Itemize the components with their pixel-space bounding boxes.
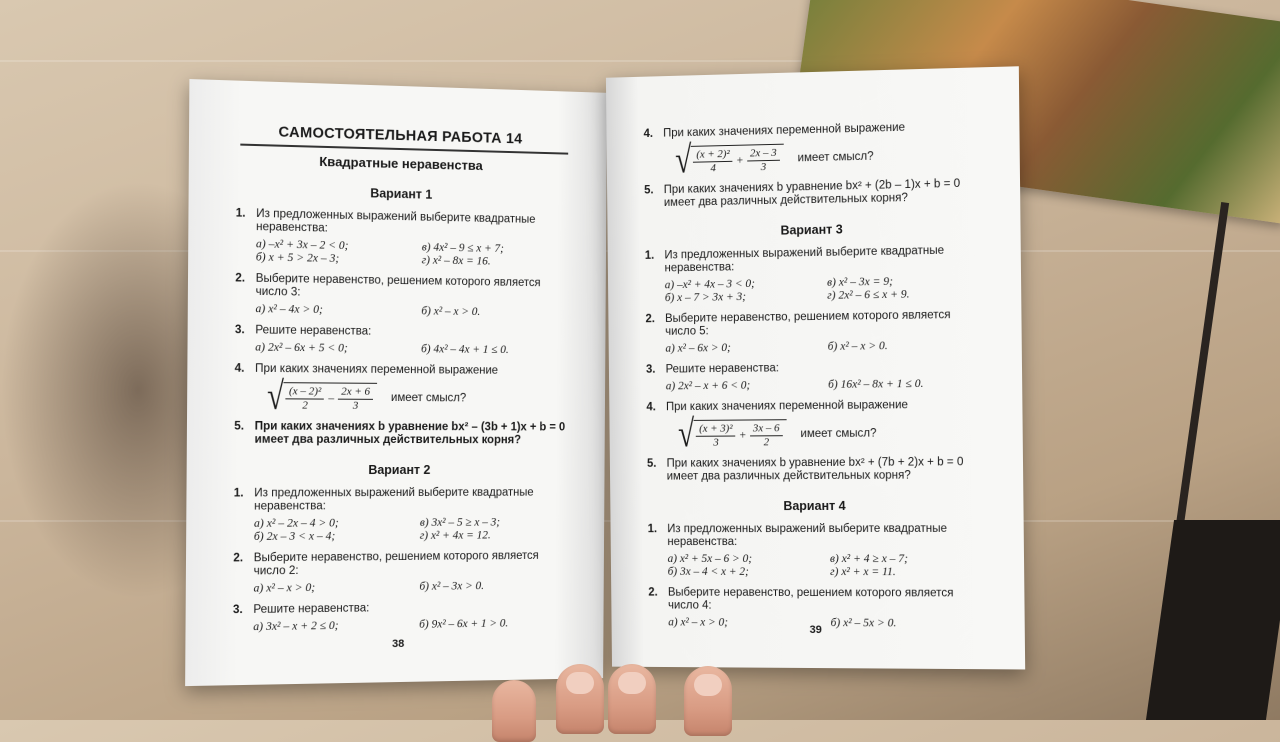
- option: б) 3x – 4 < x + 2;: [667, 565, 749, 578]
- task-number: 1.: [233, 487, 244, 500]
- expression-tail: имеет смысл?: [800, 427, 877, 440]
- option: а) –x² + 3x – 2 < 0;: [255, 238, 349, 253]
- task-text: Из предложенных выражений выберите квадратные неравенства:: [664, 244, 945, 275]
- task-3: [645, 360, 982, 393]
- radical-sign: √: [675, 138, 692, 182]
- option: а) 2x² – 6x + 5 < 0;: [255, 341, 348, 355]
- numerator: 2x – 3: [747, 147, 780, 162]
- task-number: 5.: [646, 457, 657, 470]
- denominator: 2: [302, 399, 308, 412]
- variant-title: Вариант 4: [783, 498, 846, 514]
- finger: [492, 680, 536, 742]
- task-number: 3.: [645, 363, 656, 376]
- sqrt-expression: [677, 412, 982, 456]
- task-text: При каких значениях переменной выражение: [665, 399, 909, 414]
- task-number: 3.: [234, 324, 245, 337]
- variant-title: Вариант 3: [780, 222, 843, 238]
- task-text: Выберите неравенство, решением которого является число 4:: [667, 586, 954, 612]
- option: в) 3x² – 5 ≥ x – 3;: [419, 516, 501, 529]
- numerator: (x + 3)²: [696, 423, 736, 437]
- task-text: При каких значениях b уравнение bx² + (2b – 1)x + b = 0 имеет два различных действительных корня?: [663, 177, 961, 209]
- task-options: [253, 579, 569, 595]
- task-text: При каких значениях переменной выражение: [255, 362, 499, 377]
- task-number: 1.: [647, 523, 658, 536]
- task-options: [666, 377, 982, 393]
- square-root: [675, 138, 784, 182]
- task-4: [643, 120, 979, 182]
- page-number: 39: [809, 623, 822, 637]
- numerator: 3x – 6: [750, 422, 783, 436]
- numerator: (x – 2)²: [286, 385, 325, 399]
- option: б) x² – x > 0.: [827, 340, 888, 353]
- task-3: [234, 324, 571, 357]
- task-3: [232, 600, 569, 634]
- task-1: [644, 244, 980, 305]
- task-text: Решите неравенства:: [665, 362, 779, 376]
- page-number: 38: [392, 637, 405, 651]
- fingernail: [566, 672, 594, 694]
- task-number: 5.: [644, 184, 654, 197]
- numerator: (x + 2)²: [693, 148, 733, 163]
- square-root: [677, 412, 787, 456]
- expression-tail: имеет смысл?: [390, 391, 467, 404]
- task-text: Из предложенных выражений выберите квадратные неравенства:: [256, 207, 536, 235]
- fingernail: [618, 672, 646, 694]
- task-text: Выберите неравенство, решением которого является число 3:: [255, 272, 541, 299]
- task-2: [233, 549, 569, 596]
- task-number: 4.: [646, 401, 656, 414]
- task-4: [646, 399, 982, 456]
- radicand: [691, 144, 784, 176]
- radical-sign: √: [266, 374, 284, 419]
- right-page: [606, 66, 1025, 669]
- option: б) 2x – 3 < x – 4;: [253, 530, 336, 544]
- option: б) x² – 3x > 0.: [419, 580, 485, 593]
- task-options: [668, 553, 984, 579]
- denominator: 4: [710, 162, 716, 175]
- task-options: [253, 617, 569, 634]
- task-options: [665, 339, 981, 356]
- task-1: [233, 486, 570, 544]
- option: а) x² – 4x > 0;: [255, 302, 323, 317]
- option: а) x² – x > 0;: [668, 616, 729, 629]
- task-number: 2.: [645, 313, 655, 326]
- fraction: [338, 386, 373, 413]
- denominator: 2: [763, 436, 770, 449]
- finger: [608, 664, 656, 734]
- task-text: Из предложенных выражений выберите квадратные неравенства:: [254, 486, 534, 513]
- task-number: 2.: [235, 272, 246, 285]
- task-number: 2.: [648, 586, 658, 599]
- option: а) –x² + 4x – 3 < 0;: [664, 277, 755, 292]
- option: а) x² – x > 0;: [253, 581, 316, 595]
- option: а) x² – 6x > 0;: [665, 342, 731, 355]
- task-text: Выберите неравенство, решением которого является число 2:: [253, 549, 539, 578]
- option: б) 9x² – 6x + 1 > 0.: [419, 617, 509, 631]
- option: г) 2x² – 6 ≤ x + 9.: [827, 288, 910, 302]
- option: б) x + 5 > 2x – 3;: [255, 251, 340, 265]
- task-text: При каких значениях b уравнение bx² – (3b + 1)x + b = 0 имеет два различных действительных корня?: [254, 420, 566, 447]
- operator: +: [739, 429, 747, 442]
- option: в) 4x² – 9 ≤ x + 7;: [421, 241, 504, 255]
- task-number: 5.: [234, 420, 245, 433]
- sqrt-expression: [266, 374, 570, 419]
- sqrt-expression: [675, 138, 979, 182]
- option: г) x² + x = 11.: [830, 566, 896, 579]
- task-1: [235, 207, 572, 270]
- task-options: [254, 516, 570, 544]
- option: а) 2x² – x + 6 < 0;: [665, 379, 751, 393]
- task-number: 3.: [232, 603, 243, 617]
- option: б) x² – 5x > 0.: [830, 617, 897, 630]
- radicand: [284, 382, 377, 413]
- option: б) 16x² – 8x + 1 ≤ 0.: [828, 377, 924, 391]
- variant-title: Вариант 2: [368, 462, 431, 478]
- task-5: [644, 177, 980, 210]
- topic-title: Квадратные неравенства: [319, 153, 483, 174]
- finger: [684, 666, 732, 736]
- fingernail: [694, 674, 722, 696]
- task-2: [235, 272, 571, 321]
- task-options: [665, 274, 981, 305]
- left-page: [185, 79, 607, 686]
- task-text: Решите неравенства:: [255, 324, 372, 338]
- fraction: [286, 385, 325, 412]
- denominator: 3: [713, 436, 719, 449]
- radicand: [694, 419, 787, 449]
- fraction: [750, 422, 783, 449]
- option: б) x² – x > 0.: [421, 305, 481, 319]
- task-text: Решите неравенства:: [253, 602, 370, 616]
- square-root: [266, 374, 377, 419]
- denominator: 3: [760, 161, 767, 174]
- task-options: [255, 341, 571, 357]
- task-text: При каких значениях переменной выражение: [663, 121, 906, 140]
- option: а) x² + 5x – 6 > 0;: [667, 552, 753, 565]
- task-5: [234, 420, 571, 447]
- task-text: Выберите неравенство, решением которого является число 5:: [665, 309, 951, 338]
- option: б) x – 7 > 3x + 3;: [664, 291, 747, 305]
- operator: +: [736, 154, 744, 167]
- option: г) x² + 4x = 12.: [419, 529, 491, 542]
- numerator: 2x + 6: [338, 386, 373, 400]
- fraction: [693, 148, 733, 176]
- expression-tail: имеет смысл?: [797, 150, 874, 164]
- radical-sign: √: [677, 412, 695, 456]
- option: в) x² – 3x = 9;: [827, 275, 894, 289]
- task-number: 2.: [233, 552, 244, 565]
- task-2: [645, 309, 981, 356]
- option: в) x² + 4 ≥ x – 7;: [829, 553, 909, 566]
- option: а) 3x² – x + 2 ≤ 0;: [253, 619, 339, 634]
- option: г) x² – 8x = 16.: [421, 254, 491, 268]
- fraction: [696, 423, 736, 450]
- task-options: [256, 238, 572, 270]
- task-text: Из предложенных выражений выберите квадратные неравенства:: [667, 522, 948, 549]
- task-5: [646, 456, 983, 483]
- task-text: При каких значениях b уравнение bx² + (7b + 2)x + b = 0 имеет два различных действительных корня?: [666, 456, 964, 483]
- work-title: САМОСТОЯТЕЛЬНАЯ РАБОТА 14: [278, 124, 523, 148]
- variant-title: Вариант 1: [370, 186, 433, 202]
- task-1: [647, 522, 983, 580]
- task-number: 4.: [643, 127, 654, 141]
- task-number: 1.: [644, 249, 655, 262]
- task-number: 4.: [234, 362, 245, 375]
- denominator: 3: [352, 399, 359, 412]
- fraction: [747, 147, 780, 175]
- task-4: [234, 362, 571, 419]
- dark-corner: [1146, 520, 1280, 720]
- task-options: [255, 303, 571, 320]
- option: б) 4x² – 4x + 1 ≤ 0.: [421, 343, 509, 357]
- operator: –: [328, 392, 335, 405]
- task-number: 1.: [235, 207, 246, 220]
- finger: [556, 664, 604, 734]
- option: а) x² – 2x – 4 > 0;: [253, 517, 339, 530]
